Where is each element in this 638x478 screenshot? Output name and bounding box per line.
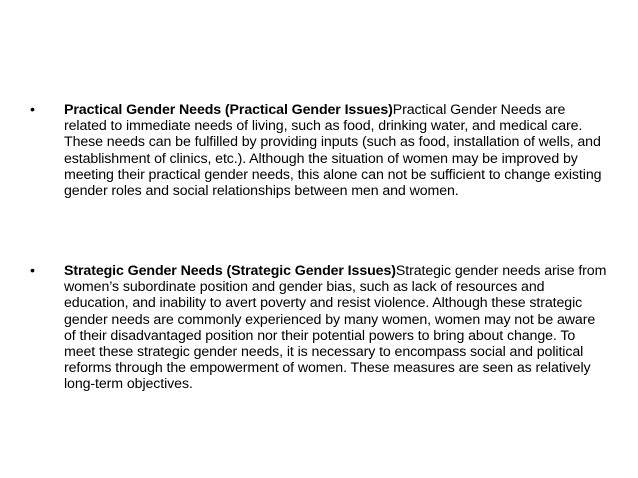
- bullet-text: [64, 102, 610, 199]
- bullet-body: Practical Gender Needs are related to immediate needs of living, such as food, drinking water, and medical care. These needs can be fulfilled by providing inputs (such as food, installation of wells, and establishment of clinics, etc.). Although the situation of women may be improved by meeting their practical gender needs, this alone can not be sufficient to change existing gender roles and social relationships between men and women.: [64, 102, 602, 200]
- bullet-marker: •: [30, 263, 35, 279]
- bullet-strategic-gender-needs: [30, 263, 610, 393]
- bullet-marker: •: [30, 102, 35, 118]
- bullet-text: [64, 263, 610, 393]
- bullet-practical-gender-needs: [30, 102, 610, 199]
- bullet-body: Strategic gender needs arise from women’s subordinate position and gender bias, such as lack of resources and education, and inability to avert poverty and resist violence. Although these strategic gender needs are commonly experienced by many women, women may not be aware of their disadvantaged position nor their potential powers to bring about change. To meet these strategic gender needs, it is necessary to encompass social and political reforms through the empowerment of women. These measures are seen as relatively long-term objectives.: [64, 263, 607, 393]
- bullet-heading: Strategic Gender Needs (Strategic Gender Issues): [64, 263, 396, 279]
- bullet-heading: Practical Gender Needs (Practical Gender Issues): [64, 102, 393, 118]
